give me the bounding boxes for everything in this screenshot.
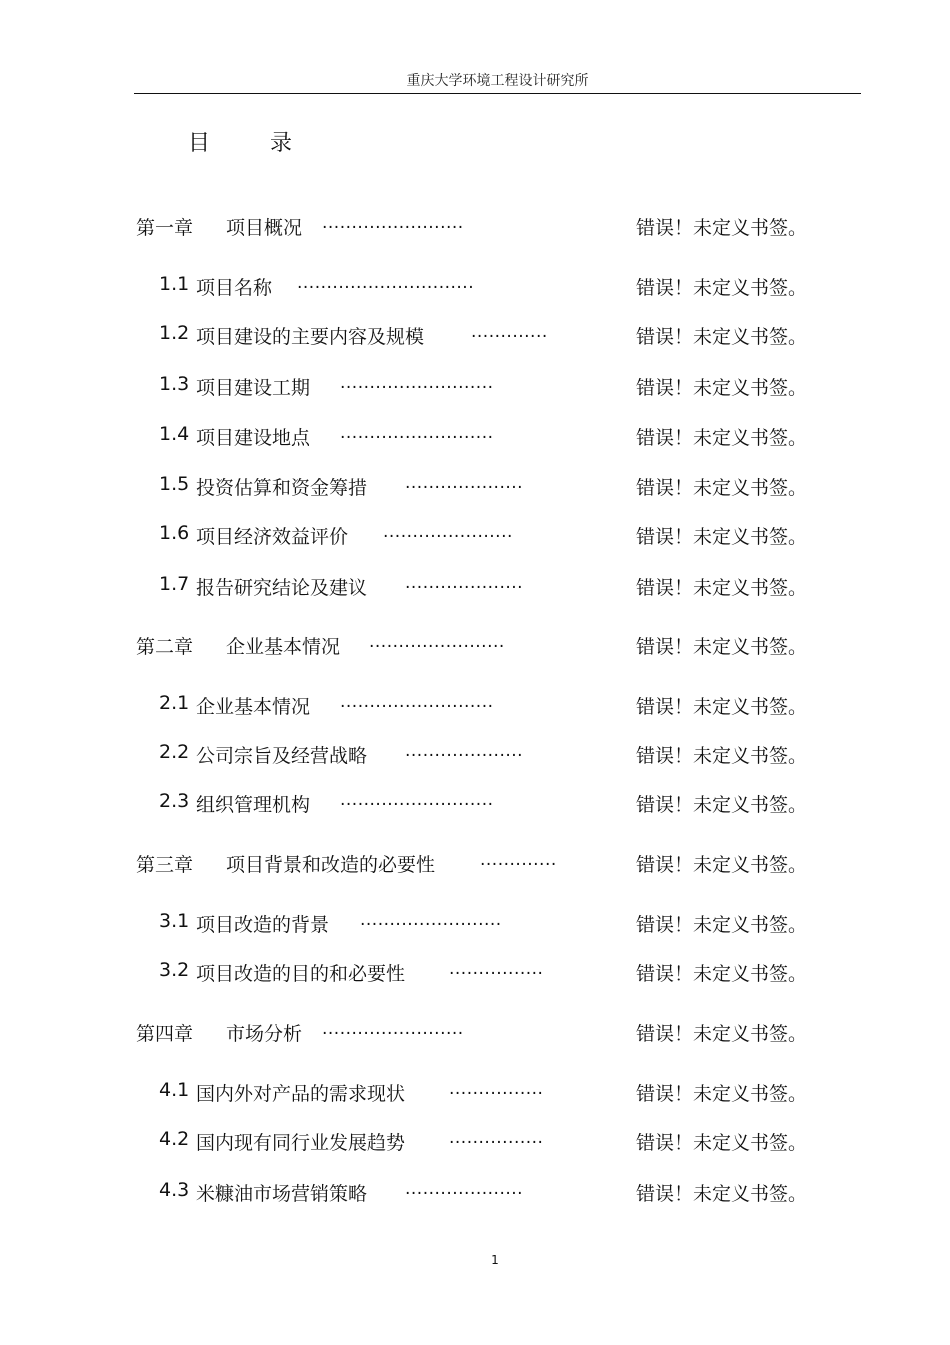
entry-title: 项目建设工期 (196, 377, 311, 399)
page-reference: 错误！未定义书签。 (636, 1023, 808, 1045)
leader-dots: .................... (405, 741, 524, 761)
entry-title: 项目概况 (226, 217, 303, 239)
entry-title: 项目建设地点 (196, 427, 311, 449)
leader-dots: ................ (449, 1128, 544, 1148)
toc-entry-4-1[interactable] (0, 1079, 950, 1109)
toc-entry-chapter-1[interactable] (0, 213, 950, 243)
entry-title: 项目建设的主要内容及规模 (196, 326, 425, 348)
toc-entry-1-1[interactable] (0, 273, 950, 303)
toc-entry-2-2[interactable] (0, 741, 950, 771)
leader-dots: ............. (471, 322, 548, 342)
toc-entry-chapter-2[interactable] (0, 632, 950, 662)
toc-entry-3-1[interactable] (0, 910, 950, 940)
entry-number: 4.1 (159, 1079, 190, 1101)
entry-title: 国内现有同行业发展趋势 (196, 1132, 406, 1154)
entry-title: 米糠油市场营销策略 (196, 1183, 368, 1205)
page-reference: 错误！未定义书签。 (636, 696, 808, 718)
toc-entry-1-2[interactable] (0, 322, 950, 352)
page-header: 重庆大学环境工程设计研究所 (406, 73, 589, 89)
toc-title: 目录 (188, 131, 353, 156)
entry-number: 2.2 (159, 741, 190, 763)
page-number: 1 (491, 1253, 499, 1267)
leader-dots: .............................. (297, 273, 475, 293)
leader-dots: .................... (405, 573, 524, 593)
entry-title: 项目改造的目的和必要性 (196, 963, 406, 985)
page-reference: 错误！未定义书签。 (636, 745, 808, 767)
toc-entry-2-1[interactable] (0, 692, 950, 722)
entry-title: 报告研究结论及建议 (196, 577, 368, 599)
entry-number: 2.1 (159, 692, 190, 714)
leader-dots: ............. (480, 850, 557, 870)
leader-dots: ........................ (360, 910, 502, 930)
entry-title: 市场分析 (226, 1023, 303, 1045)
toc-entry-chapter-3[interactable] (0, 850, 950, 880)
entry-number: 1.6 (159, 522, 190, 544)
entry-title: 项目名称 (196, 277, 273, 299)
entry-title: 企业基本情况 (226, 636, 341, 658)
leader-dots: .................... (405, 473, 524, 493)
entry-number: 2.3 (159, 790, 190, 812)
leader-dots: ........................ (322, 213, 464, 233)
entry-number: 1.2 (159, 322, 190, 344)
toc-entry-1-7[interactable] (0, 573, 950, 603)
entry-number: 1.5 (159, 473, 190, 495)
leader-dots: ........................ (322, 1019, 464, 1039)
page-reference: 错误！未定义书签。 (636, 377, 808, 399)
entry-number: 3.1 (159, 910, 190, 932)
page-reference: 错误！未定义书签。 (636, 326, 808, 348)
page-reference: 错误！未定义书签。 (636, 577, 808, 599)
entry-title: 企业基本情况 (196, 696, 311, 718)
entry-title: 公司宗旨及经营战略 (196, 745, 368, 767)
toc-entry-3-2[interactable] (0, 959, 950, 989)
entry-number: 1.1 (159, 273, 190, 295)
entry-title: 组织管理机构 (196, 794, 311, 816)
page-reference: 错误！未定义书签。 (636, 1183, 808, 1205)
toc-entry-1-3[interactable] (0, 373, 950, 403)
page-reference: 错误！未定义书签。 (636, 963, 808, 985)
toc-entry-4-3[interactable] (0, 1179, 950, 1209)
page-reference: 错误！未定义书签。 (636, 217, 808, 239)
entry-number: 第一章 (136, 217, 194, 239)
entry-number: 第四章 (136, 1023, 194, 1045)
entry-title: 国内外对产品的需求现状 (196, 1083, 406, 1105)
page-reference: 错误！未定义书签。 (636, 914, 808, 936)
entry-number: 3.2 (159, 959, 190, 981)
leader-dots: ...................... (383, 522, 513, 542)
toc-entry-2-3[interactable] (0, 790, 950, 820)
page-reference: 错误！未定义书签。 (636, 636, 808, 658)
leader-dots: .......................... (340, 373, 494, 393)
toc-entry-4-2[interactable] (0, 1128, 950, 1158)
toc-entry-chapter-4[interactable] (0, 1019, 950, 1049)
page-reference: 错误！未定义书签。 (636, 477, 808, 499)
entry-number: 第三章 (136, 854, 194, 876)
leader-dots: .......................... (340, 790, 494, 810)
entry-title: 项目经济效益评价 (196, 526, 349, 548)
toc-entry-1-6[interactable] (0, 522, 950, 552)
page-reference: 错误！未定义书签。 (636, 854, 808, 876)
leader-dots: .................... (405, 1179, 524, 1199)
entry-title: 项目改造的背景 (196, 914, 330, 936)
page-reference: 错误！未定义书签。 (636, 277, 808, 299)
entry-number: 第二章 (136, 636, 194, 658)
toc-entry-1-4[interactable] (0, 423, 950, 453)
entry-title: 项目背景和改造的必要性 (226, 854, 436, 876)
page-reference: 错误！未定义书签。 (636, 427, 808, 449)
page-reference: 错误！未定义书签。 (636, 526, 808, 548)
entry-number: 1.4 (159, 423, 190, 445)
page-reference: 错误！未定义书签。 (636, 1132, 808, 1154)
leader-dots: .......................... (340, 692, 494, 712)
entry-number: 4.3 (159, 1179, 190, 1201)
page-reference: 错误！未定义书签。 (636, 794, 808, 816)
page-reference: 错误！未定义书签。 (636, 1083, 808, 1105)
entry-number: 1.3 (159, 373, 190, 395)
leader-dots: ................ (449, 959, 544, 979)
leader-dots: ....................... (369, 632, 505, 652)
leader-dots: ................ (449, 1079, 544, 1099)
header-rule (134, 93, 861, 94)
toc-entry-1-5[interactable] (0, 473, 950, 503)
entry-number: 1.7 (159, 573, 190, 595)
entry-title: 投资估算和资金筹措 (196, 477, 368, 499)
leader-dots: .......................... (340, 423, 494, 443)
entry-number: 4.2 (159, 1128, 190, 1150)
